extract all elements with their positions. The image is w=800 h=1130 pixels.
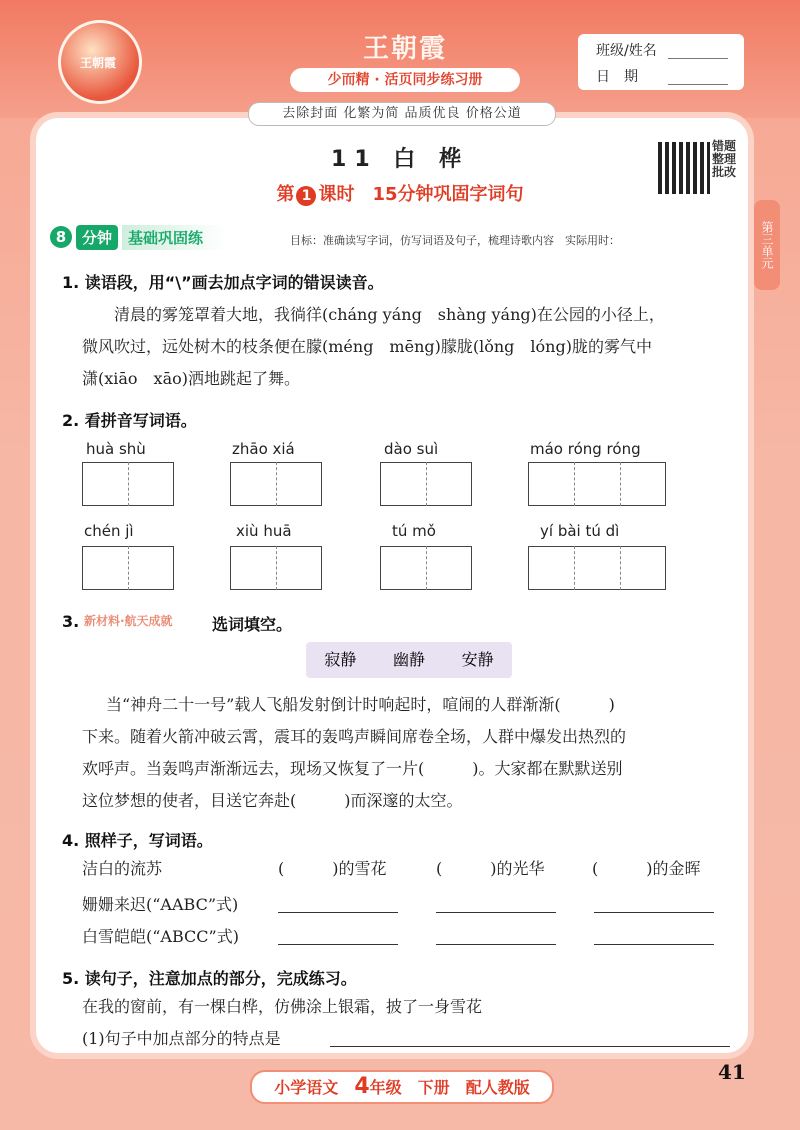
- q4-blank-2[interactable]: ( )的光华: [436, 859, 545, 878]
- q5-sub1: (1)句子中加点部分的特点是: [82, 1029, 281, 1048]
- q1-line2: 微风吹过，远处树木的枝条便在朦(méng mēng)朦胧(lǒng lóng)胧的雾气中: [82, 337, 652, 356]
- class-name-label: 班级/姓名: [596, 43, 657, 59]
- answer-line[interactable]: [278, 912, 398, 913]
- minutes-badge: 8: [50, 226, 72, 248]
- pinyin-3: dào suì: [384, 440, 439, 458]
- class-name-line[interactable]: [668, 58, 728, 59]
- answer-line[interactable]: [594, 912, 714, 913]
- q1-line1: 清晨的雾笼罩着大地，我徜徉(cháng yáng shàng yáng)在公园的小径上，: [114, 305, 665, 324]
- q4-blank-3[interactable]: ( )的金晖: [592, 859, 701, 878]
- answer-line[interactable]: [594, 944, 714, 945]
- section-goal: 目标：准确读写字词，仿写词语及句子，梳理诗歌内容 实际用时：: [290, 234, 620, 247]
- lesson-number-badge: 1: [296, 186, 316, 206]
- q4-example: 洁白的流苏: [82, 859, 163, 878]
- section-name: 基础巩固练: [122, 225, 227, 250]
- qr-label: 错题整理批改: [712, 139, 737, 179]
- pinyin-7: tú mǒ: [392, 522, 436, 540]
- word-option: 寂静: [324, 650, 357, 669]
- question-3-number: 3.: [62, 612, 80, 631]
- logo-text: 王朝霞: [79, 56, 116, 70]
- q3-tag: 新材料·航天成就: [84, 614, 173, 628]
- q4-row2-label: 白雪皑皑(“ABCC”式): [82, 927, 239, 946]
- word-option: 安静: [461, 650, 494, 669]
- slogan-banner: 去除封面 化繁为简 品质优良 价格公道: [248, 102, 556, 126]
- qr-code-icon[interactable]: [658, 142, 710, 194]
- q3-line3: 欢呼声。当轰鸣声渐渐远去，现场又恢复了一片( )。大家都在默默送别: [82, 759, 623, 778]
- page-number: 41: [718, 1060, 746, 1084]
- answer-line[interactable]: [436, 944, 556, 945]
- pinyin-5: chén jì: [84, 522, 134, 540]
- answer-line[interactable]: [330, 1046, 730, 1047]
- question-3-label: 选词填空。: [212, 615, 293, 634]
- series-name: 少而精 · 活页同步练习册: [290, 68, 520, 92]
- pinyin-8: yí bài tú dì: [540, 522, 620, 540]
- q4-row1-label: 姗姗来迟(“AABC”式): [82, 895, 239, 914]
- q3-line1: 当“神舟二十一号”载人飞船发射倒计时响起时，喧闹的人群渐渐( ): [106, 695, 615, 714]
- question-4-label: 4. 照样子，写词语。: [62, 831, 213, 850]
- answer-line[interactable]: [278, 944, 398, 945]
- date-label: 日 期: [596, 69, 638, 85]
- pinyin-6: xiù huā: [236, 522, 292, 540]
- lesson-subtitle: 第 1 课时 15分钟巩固字词句: [276, 184, 524, 205]
- word-bank: [306, 642, 512, 678]
- brand-title: 王朝霞: [362, 34, 447, 64]
- answer-line[interactable]: [436, 912, 556, 913]
- q1-line3: 潇(xiāo xāo)洒地跳起了舞。: [82, 369, 300, 388]
- word-option: 幽静: [392, 650, 425, 669]
- q3-line4: 这位梦想的使者，目送它奔赴( )而深邃的太空。: [82, 791, 463, 810]
- unit-side-tab: 第三单元: [754, 200, 780, 290]
- date-line[interactable]: [668, 84, 728, 85]
- question-2-label: 2. 看拼音写词语。: [62, 411, 197, 430]
- pinyin-2: zhāo xiá: [232, 440, 295, 458]
- name-date-box: [578, 34, 744, 90]
- page-title: 11 白 桦: [331, 147, 469, 172]
- pinyin-1: huà shù: [86, 440, 146, 458]
- footer-badge: 小学语文 4年级 下册 配人教版: [250, 1070, 554, 1104]
- question-1-label: 1. 读语段，用“\”画去加点字词的错误读音。: [62, 273, 384, 292]
- minutes-label: 分钟: [76, 225, 118, 250]
- q4-blank-1[interactable]: ( )的雪花: [278, 859, 387, 878]
- q3-line2: 下来。随着火箭冲破云霄，震耳的轰鸣声瞬间席卷全场，人群中爆发出热烈的: [82, 727, 627, 746]
- question-5-label: 5. 读句子，注意加点的部分，完成练习。: [62, 969, 357, 988]
- pinyin-4: máo róng róng: [530, 440, 641, 458]
- q5-sentence: 在我的窗前，有一棵白桦，仿佛涂上银霜，披了一身雪花: [82, 997, 483, 1016]
- section-tag: [50, 224, 227, 250]
